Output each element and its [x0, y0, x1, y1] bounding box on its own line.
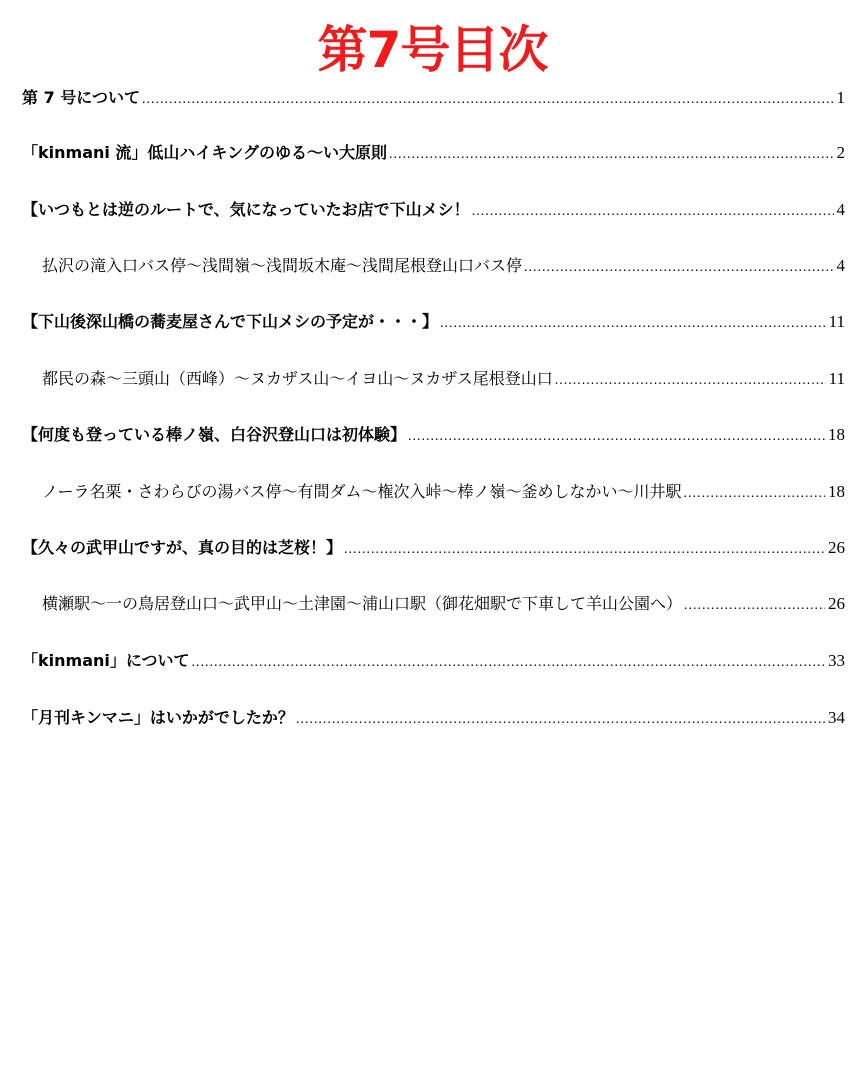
dot-leader [296, 708, 825, 732]
toc-page-number: 34 [828, 708, 845, 727]
toc-subentry[interactable] [42, 480, 845, 504]
toc-subentry-title: 払沢の滝入口バス停〜浅間嶺〜浅間坂木庵〜浅間尾根登山口バス停 [42, 256, 523, 275]
toc-subentry[interactable] [42, 367, 845, 391]
dot-leader [472, 200, 834, 224]
toc-entry-title: 【いつもとは逆のルートで、気になっていたお店で下山メシ！ [22, 200, 470, 219]
toc-subentry[interactable] [42, 254, 845, 278]
toc-entry-title: 「kinmani 流」低山ハイキングのゆる〜い大原則 [22, 143, 387, 162]
toc-page-number: 4 [836, 200, 845, 219]
toc-entry[interactable] [22, 536, 845, 560]
page-title: 第7号目次 [317, 21, 548, 79]
toc-subentry-title: ノーラ名栗・さわらびの湯バス停〜有間ダム〜権次入峠〜棒ノ嶺〜釜めしなかい〜川井駅 [42, 482, 682, 501]
toc-entry-title: 「kinmani」について [22, 651, 190, 670]
toc-entry[interactable] [22, 423, 845, 447]
toc-page-number: 26 [828, 594, 845, 613]
toc-subentry[interactable] [42, 592, 845, 616]
toc-entry-title: 【何度も登っている棒ノ嶺、白谷沢登山口は初体験】 [22, 425, 407, 444]
toc-entry[interactable] [22, 310, 845, 334]
toc-page-number: 2 [836, 143, 845, 162]
dot-leader [440, 312, 826, 336]
dot-leader [389, 143, 834, 167]
dot-leader [192, 651, 825, 675]
dot-leader [684, 594, 825, 618]
dot-leader [344, 538, 825, 562]
toc-page-number: 11 [828, 312, 845, 331]
toc-entry-title: 第 7 号について [22, 88, 140, 107]
toc-entry-title: 【下山後深山橋の蕎麦屋さんで下山メシの予定が・・・】 [22, 312, 439, 331]
dot-leader [524, 256, 833, 280]
dot-leader [142, 88, 834, 112]
toc-subentry-title: 横瀬駅〜一の鳥居登山口〜武甲山〜土津園〜浦山口駅（御花畑駅で下車して羊山公園へ） [42, 594, 683, 613]
toc-page-number: 33 [828, 651, 845, 670]
dot-leader [555, 369, 826, 393]
dot-leader [684, 482, 825, 506]
toc-subentry-title: 都民の森〜三頭山（西峰）〜ヌカザス山〜イヨ山〜ヌカザス尾根登山口 [42, 369, 553, 388]
toc-page-number: 1 [836, 88, 845, 107]
toc-entry-title: 【久々の武甲山ですが、真の目的は芝桜！】 [22, 538, 343, 557]
toc-page-number: 11 [828, 369, 845, 388]
toc-entry[interactable] [22, 198, 845, 222]
toc-page-number: 26 [828, 538, 845, 557]
dot-leader [408, 425, 825, 449]
toc-page-number: 18 [828, 425, 845, 444]
toc-entry[interactable] [22, 86, 845, 110]
toc-entry[interactable] [22, 706, 845, 730]
toc-entry[interactable] [22, 141, 845, 165]
toc-entry-title: 「月刊キンマニ」はいかがでしたか？ [22, 708, 294, 727]
toc-entry[interactable] [22, 649, 845, 673]
toc-page-number: 18 [828, 482, 845, 501]
toc-page-number: 4 [836, 256, 845, 275]
